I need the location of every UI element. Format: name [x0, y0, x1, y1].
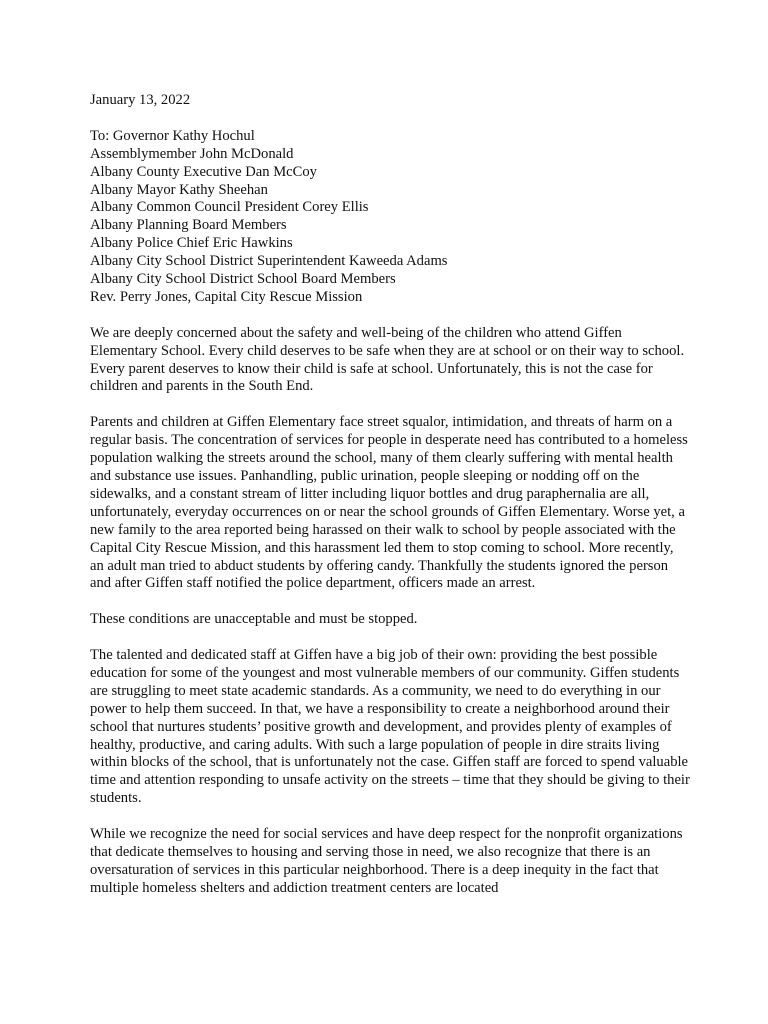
- letter-date: January 13, 2022: [90, 92, 191, 108]
- paragraph-social-services: While we recognize the need for social services and have deep respect for the nonprofit organizations that dedicate themselves to housing and serving those in need, we also recognize that there is an oversaturation of services in this particular neighborhood. There is a deep inequity in the fact that multiple homeless shelters and addiction treatment centers are located: [90, 826, 683, 896]
- letter-body: [90, 92, 690, 916]
- recipient-list: [90, 128, 690, 307]
- recipient-line: Albany Mayor Kathy Sheehan: [90, 181, 268, 198]
- paragraph-safety-concern: We are deeply concerned about the safety and well-being of the children who attend Giffen Elementary School. Every child deserves to be safe when they are at school or on their way to school. Every parent deserves to know their child is safe at school. Unfortunately, this is not the case for children and parents in the South End.: [90, 324, 685, 395]
- recipient-line: Rev. Perry Jones, Capital City Rescue Mission: [90, 288, 363, 305]
- paragraph-staff: The talented and dedicated staff at Giffen have a big job of their own: providing the best possible education for some of the youngest and most vulnerable members of our community. Giffen students are struggling to meet state academic standards. As a community, we need to do everything in our power to help them succeed. In that, we have a responsibility to create a neighborhood around their school that nurtures students’ positive growth and development, and provides plenty of examples of healthy, productive, and caring adults. With such a large population of people in dire straits living within blocks of the school, that is unfortunately not the case. Giffen staff are forced to spend valuable time and attention responding to unsafe activity on the streets – time that they should be giving to their students.: [90, 647, 690, 807]
- recipient-line: Albany City School District School Board Members: [90, 271, 396, 288]
- recipient-line: Albany City School District Superintendent Kaweeda Adams: [90, 253, 448, 270]
- recipient-line: To: Governor Kathy Hochul: [90, 127, 255, 144]
- paragraph-unacceptable: These conditions are unacceptable and must be stopped.: [90, 611, 418, 628]
- recipient-line: Albany Police Chief Eric Hawkins: [90, 235, 293, 252]
- recipient-line: Albany County Executive Dan McCoy: [90, 163, 317, 180]
- paragraph-conditions: Parents and children at Giffen Elementary face street squalor, intimidation, and threats of harm on a regular basis. The concentration of services for people in desperate need has contributed to a homeless population walking the streets around the school, many of them clearly suffering with mental health and substance use issues. Panhandling, public urination, people sleeping or nodding off on the sidewalks, and a constant stream of litter including liquor bottles and drug paraphernalia are all, unfortunately, everyday occurrences on or near the school grounds of Giffen Elementary. Worse yet, a new family to the area reported being harassed on their walk to school by people associated with the Capital City Rescue Mission, and this harassment led them to stop coming to school. More recently, an adult man tried to abduct students by offering candy. Thankfully the students ignored the person and after Giffen staff notified the police department, officers made an arrest.: [90, 414, 688, 592]
- recipient-line: Assemblymember John McDonald: [90, 145, 294, 162]
- recipient-line: Albany Common Council President Corey Ellis: [90, 199, 369, 216]
- recipient-line: Albany Planning Board Members: [90, 217, 287, 234]
